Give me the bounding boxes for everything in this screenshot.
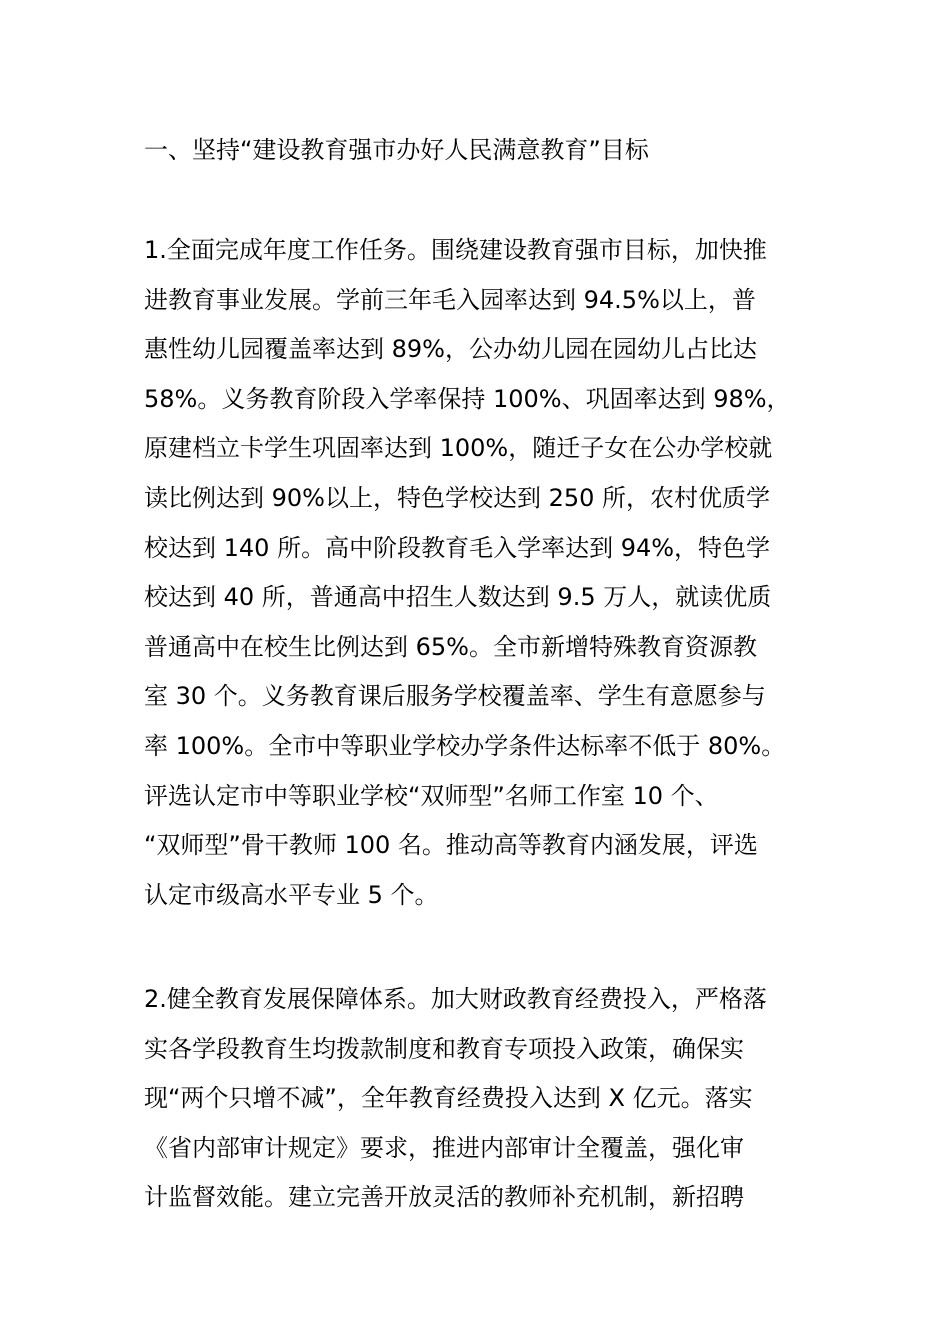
- paragraph-line: 实各学段教育生均拨款制度和教育专项投入政策，确保实: [144, 1034, 744, 1063]
- paragraph-line: 校达到 40 所，普通高中招生人数达到 9.5 万人，就读优质: [144, 583, 772, 612]
- paragraph-line: 1.全面完成年度工作任务。围绕建设教育强市目标，加快推: [144, 236, 767, 264]
- section-heading: 一、坚持“建设教育强市办好人民满意教育”目标: [144, 136, 649, 164]
- paragraph-line: 原建档立卡学生巩固率达到 100%，随迁子女在公办学校就: [144, 434, 773, 463]
- paragraph-line: 率 100%。全市中等职业学校办学条件达标率不低于 80%。: [144, 731, 786, 760]
- paragraph-line: 惠性幼儿园覆盖率达到 89%，公办幼儿园在园幼儿占比达: [144, 335, 757, 364]
- paragraph-1: [144, 226, 814, 920]
- paragraph-line: “双师型”骨干教师 100 名。推动高等教育内涵发展，评选: [144, 831, 758, 860]
- paragraph-line: 普通高中在校生比例达到 65%。全市新增特殊教育资源教: [144, 632, 757, 661]
- paragraph-line: 校达到 140 所。高中阶段教育毛入学率达到 94%，特色学: [144, 533, 771, 562]
- paragraph-line: 现“两个只增不减”，全年教育经费投入达到 X 亿元。落实: [144, 1084, 753, 1113]
- paragraph-line: 《省内部审计规定》要求，推进内部审计全覆盖，强化审: [144, 1133, 744, 1162]
- paragraph-line: 2.健全教育发展保障体系。加大财政教育经费投入，严格落: [144, 985, 767, 1013]
- paragraph-line: 评选认定市中等职业学校“双师型”名师工作室 10 个、: [144, 781, 719, 810]
- paragraph-line: 室 30 个。义务教育课后服务学校覆盖率、学生有意愿参与: [144, 682, 766, 711]
- paragraph-line: 认定市级高水平专业 5 个。: [144, 880, 439, 909]
- paragraph-2: [144, 975, 814, 1223]
- paragraph-line: 读比例达到 90%以上，特色学校达到 250 所，农村优质学: [144, 483, 771, 512]
- paragraph-line: 58%。义务教育阶段入学率保持 100%、巩固率达到 98%，: [144, 384, 791, 413]
- paragraph-line: 进教育事业发展。学前三年毛入园率达到 94.5%以上，普: [144, 285, 756, 314]
- paragraph-line: 计监督效能。建立完善开放灵活的教师补充机制，新招聘: [144, 1183, 744, 1212]
